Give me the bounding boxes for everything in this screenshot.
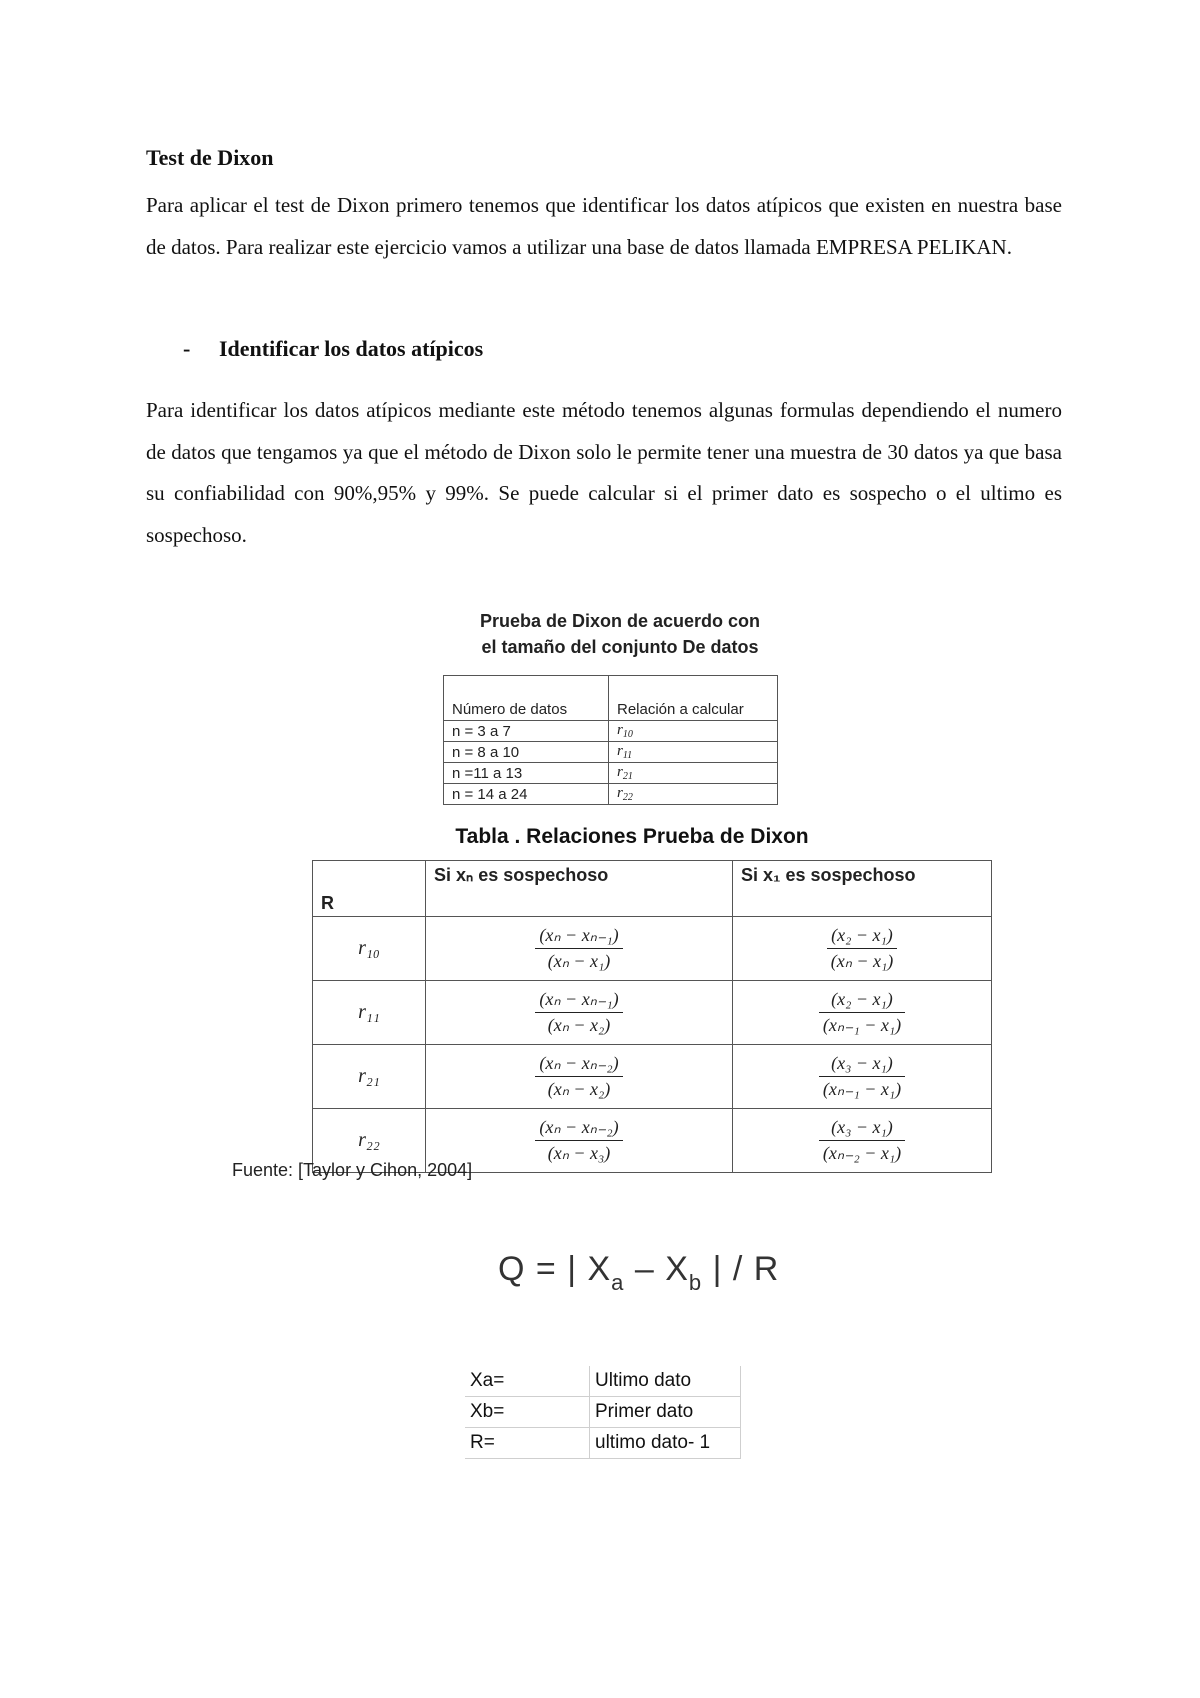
bullet-heading: Identificar los datos atípicos: [219, 336, 484, 361]
size-table-row: [444, 784, 778, 805]
fraction-denominator: (xₙ − x₁): [830, 951, 894, 971]
relations-ratio: r₂₂: [313, 1109, 426, 1173]
table-source: Fuente: [Taylor y Cihon, 2004]: [232, 1160, 473, 1180]
relations-x1-formula: [733, 1109, 992, 1173]
relations-xn-formula: [426, 917, 733, 981]
size-table-row: [444, 763, 778, 784]
formula-rhs: | / R: [702, 1250, 780, 1288]
definition-key: R=: [465, 1428, 590, 1459]
size-table-title: [440, 608, 800, 660]
fraction-numerator: (x₃ − x₁): [819, 1053, 905, 1077]
formula-mid: – X: [624, 1250, 689, 1288]
definition-row: [465, 1428, 741, 1459]
fraction-denominator: (xₙ − x₃): [547, 1143, 611, 1163]
relations-x1-formula: [733, 917, 992, 981]
ratio-subscript: 10: [622, 729, 633, 740]
fraction-numerator: (x₃ − x₁): [819, 1117, 905, 1141]
formula-sub-b: b: [688, 1270, 703, 1295]
fraction-denominator: (xₙ₋₂ − x₁): [822, 1143, 902, 1163]
fraction-denominator: (xₙ₋₁ − x₁): [822, 1079, 902, 1099]
relations-table-row: [313, 981, 992, 1045]
relations-x1-formula: [733, 981, 992, 1045]
definition-value: Primer dato: [590, 1397, 741, 1428]
size-table-cell-r: [609, 763, 778, 784]
size-table-header-n: Número de datos: [444, 676, 609, 721]
relations-table-row: [313, 1045, 992, 1109]
size-table: [443, 675, 778, 805]
ratio-symbol: r: [617, 722, 623, 738]
size-table-cell-r: [609, 742, 778, 763]
fraction-denominator: (xₙ₋₁ − x₁): [822, 1015, 902, 1035]
fraction-denominator: (xₙ − x₁): [547, 951, 611, 971]
size-table-cell-n: n = 8 a 10: [444, 742, 609, 763]
relations-table-header-row: [313, 861, 992, 917]
definition-value: ultimo dato- 1: [590, 1428, 741, 1459]
definition-value: Ultimo dato: [590, 1366, 741, 1397]
fraction-numerator: (xₙ − xₙ₋₂): [535, 1117, 622, 1141]
method-paragraph: Para identificar los datos atípicos mediante este método tenemos algunas formulas dependiendo el numero de datos que tengamos ya que el método de Dixon solo le permite tener una muestra de 30 datos ya que basa su confiabilidad con 90%,95% y 99%. Se puede calcular si el primer dato es sospecho o el ultimo es sospechoso.: [146, 398, 1062, 547]
size-table-header-row: [444, 676, 778, 721]
ratio-subscript: 22: [622, 792, 633, 803]
ratio-symbol: r: [617, 743, 623, 759]
size-table-cell-r: [609, 784, 778, 805]
size-table-row: [444, 742, 778, 763]
size-table-title-line2: el tamaño del conjunto De datos: [481, 637, 759, 657]
relations-table-row: [313, 917, 992, 981]
ratio-subscript: 11: [622, 750, 633, 761]
definition-row: [465, 1366, 741, 1397]
ratio-symbol: r: [617, 785, 623, 801]
size-table-title-line1: Prueba de Dixon de acuerdo con: [479, 611, 761, 631]
definitions-table: [465, 1366, 741, 1459]
fraction-denominator: (xₙ − x₂): [547, 1015, 611, 1035]
relations-x1-formula: [733, 1045, 992, 1109]
relations-xn-formula: [426, 981, 733, 1045]
fraction-numerator: (xₙ − xₙ₋₂): [535, 1053, 622, 1077]
section-heading: Test de Dixon: [146, 145, 274, 170]
bullet-marker: -: [183, 336, 191, 361]
dixon-q-formula: [498, 1250, 779, 1296]
relations-header-xn: Si xₙ es sospechoso: [426, 861, 733, 917]
relations-ratio: r₂₁: [313, 1045, 426, 1109]
formula-lhs: Q = | X: [498, 1250, 612, 1288]
size-table-cell-r: [609, 721, 778, 742]
relations-header-r: R: [313, 861, 426, 917]
relations-table: [312, 860, 992, 1173]
ratio-subscript: 21: [622, 771, 633, 782]
relations-ratio: r₁₀: [313, 917, 426, 981]
relations-table-title: Tabla . Relaciones Prueba de Dixon: [455, 825, 809, 848]
relations-xn-formula: [426, 1045, 733, 1109]
definition-key: Xb=: [465, 1397, 590, 1428]
fraction-numerator: (xₙ − xₙ₋₁): [535, 925, 622, 949]
relations-ratio: r₁₁: [313, 981, 426, 1045]
fraction-numerator: (x₂ − x₁): [819, 989, 905, 1013]
intro-paragraph: Para aplicar el test de Dixon primero tenemos que identificar los datos atípicos que existen en nuestra base de datos. Para realizar este ejercicio vamos a utilizar una base de datos llamada EMPRESA PELIKAN.: [146, 193, 1062, 259]
definition-row: [465, 1397, 741, 1428]
definition-key: Xa=: [465, 1366, 590, 1397]
relations-header-x1: Si x₁ es sospechoso: [733, 861, 992, 917]
formula-sub-a: a: [611, 1270, 625, 1295]
ratio-symbol: r: [617, 764, 623, 780]
size-table-header-r: Relación a calcular: [609, 676, 778, 721]
fraction-numerator: (xₙ − xₙ₋₁): [535, 989, 622, 1013]
size-table-cell-n: n = 3 a 7: [444, 721, 609, 742]
fraction-denominator: (xₙ − x₂): [547, 1079, 611, 1099]
fraction-numerator: (x₂ − x₁): [827, 925, 898, 949]
size-table-cell-n: n = 14 a 24: [444, 784, 609, 805]
size-table-row: [444, 721, 778, 742]
size-table-cell-n: n =11 a 13: [444, 763, 609, 784]
